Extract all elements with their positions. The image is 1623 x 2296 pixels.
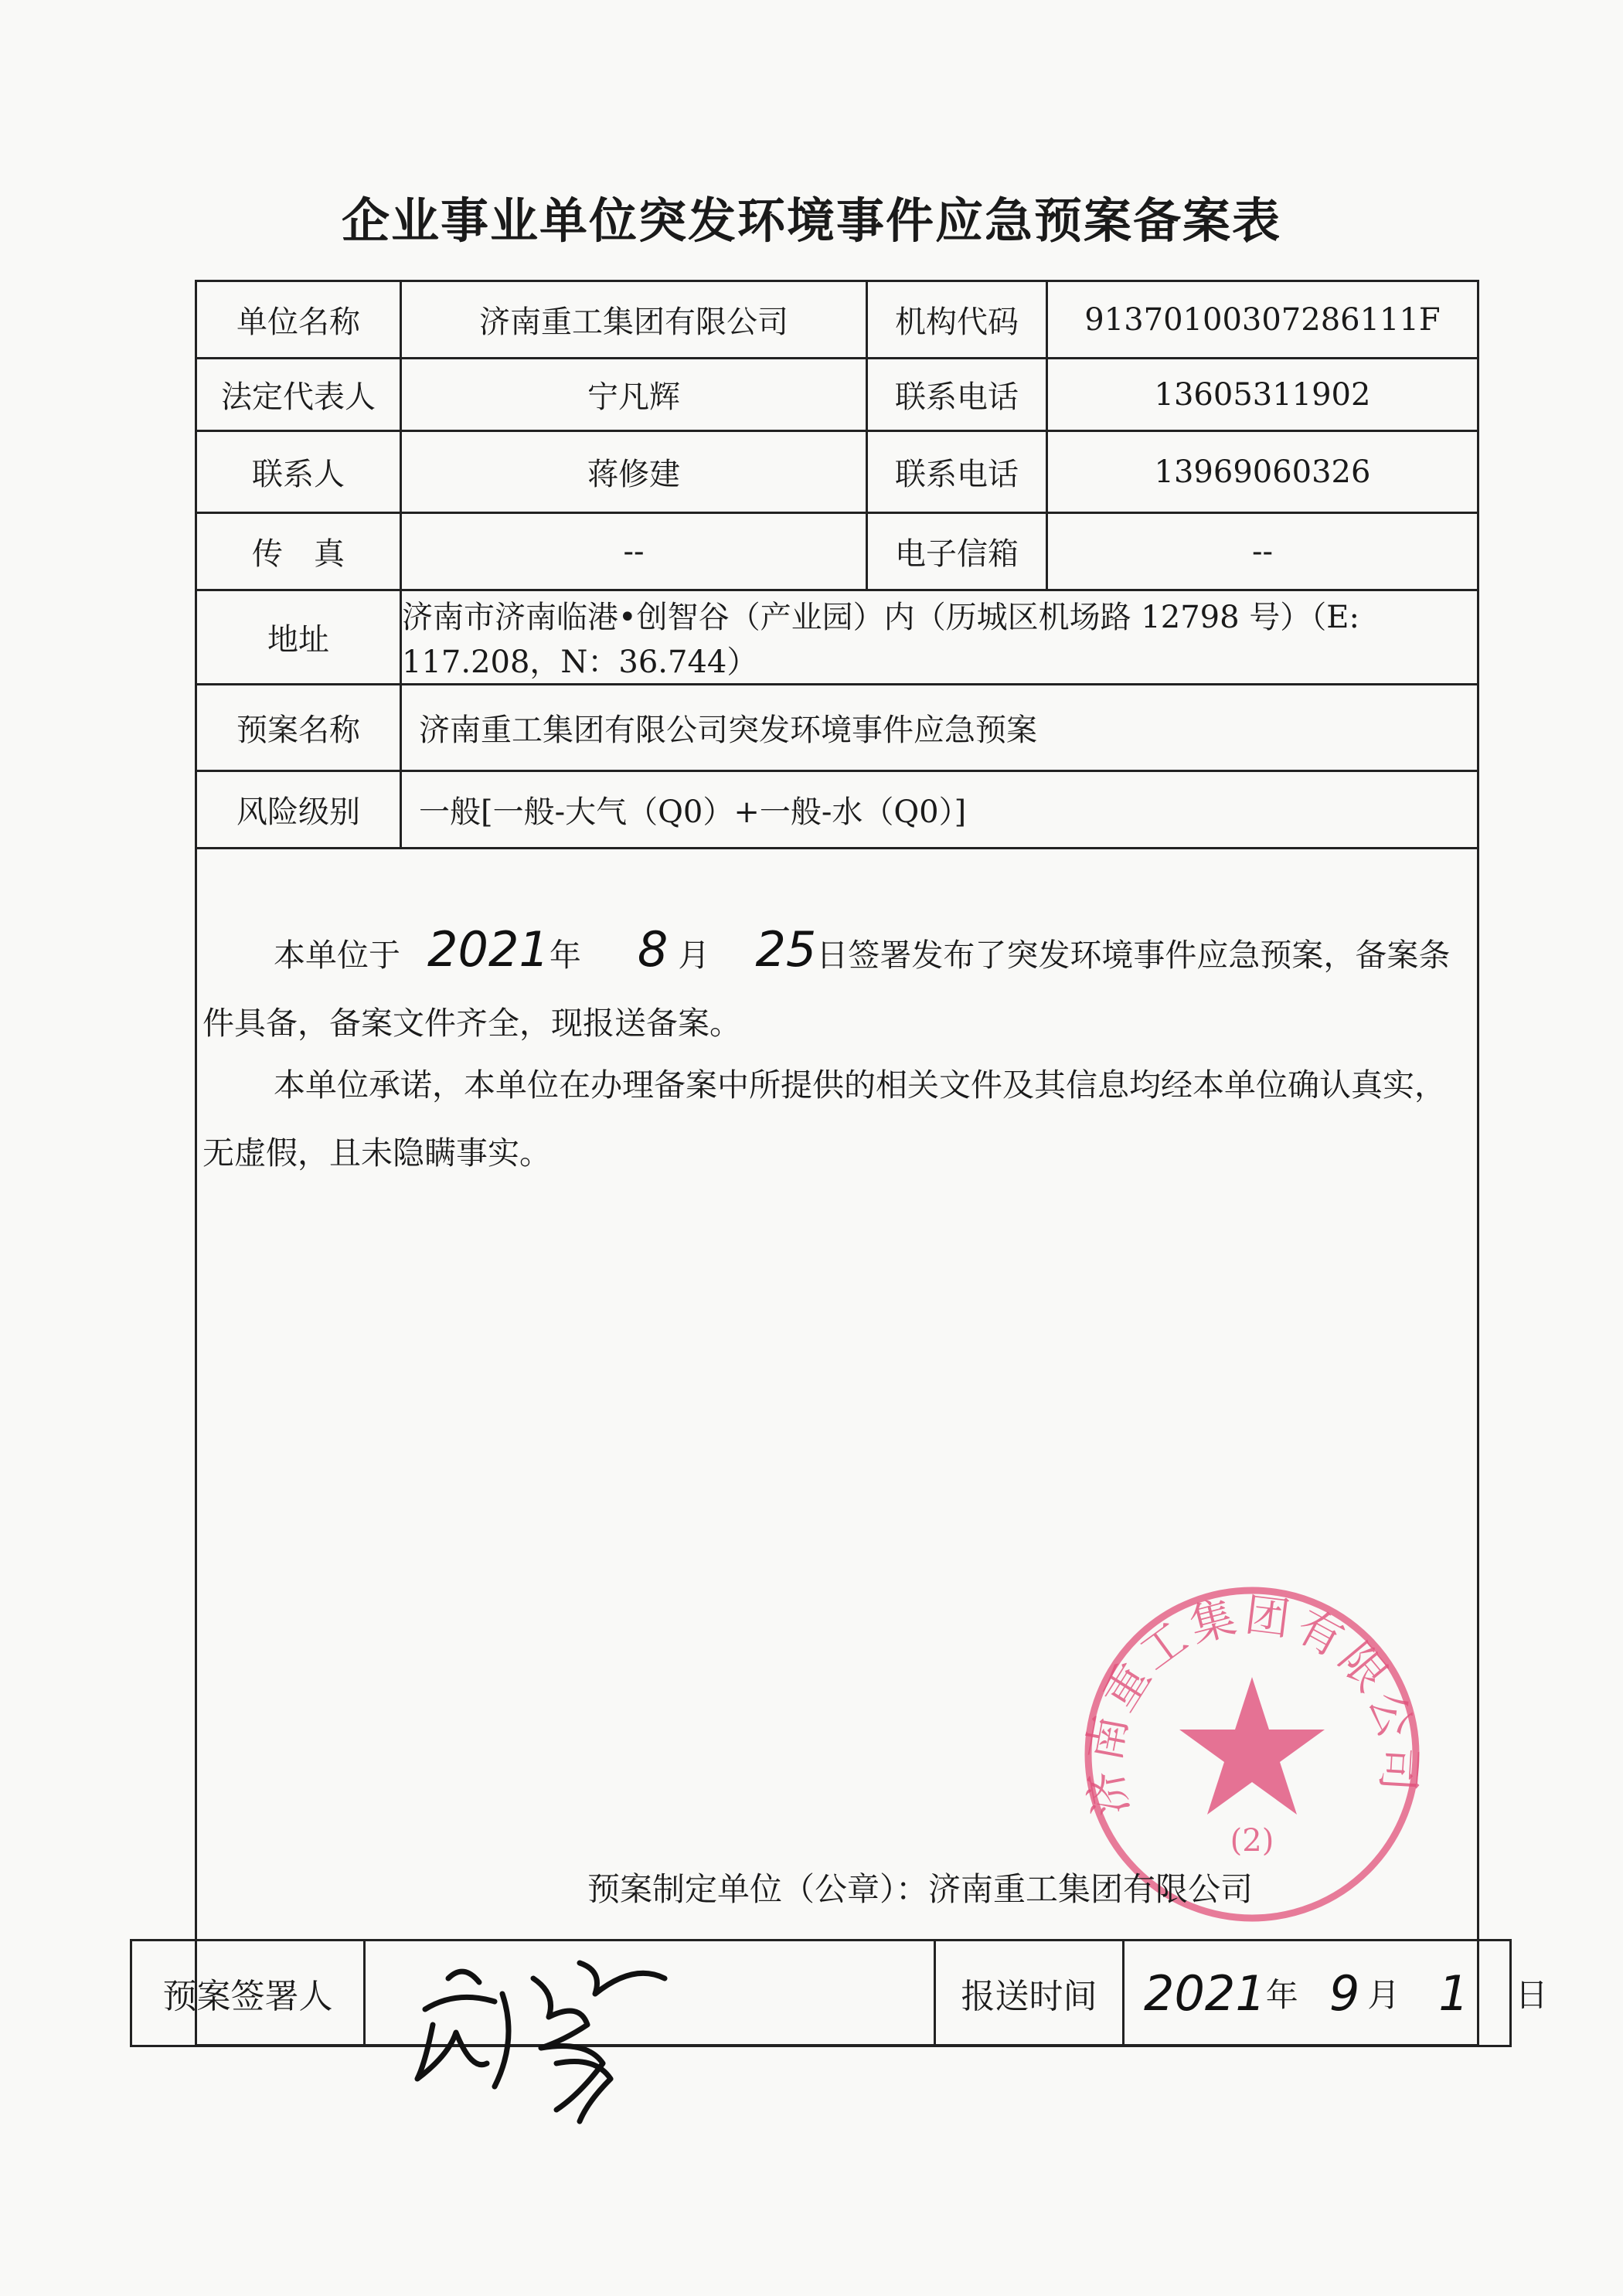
fax-label: 传 真 xyxy=(252,536,345,572)
legal-rep-label: 法定代表人 xyxy=(221,379,376,415)
statement-prefix: 本单位于 xyxy=(274,937,400,974)
signer-label: 预案签署人 xyxy=(162,1977,333,2016)
col-divider xyxy=(363,1939,366,2047)
legal-rep-value: 宁凡辉 xyxy=(587,379,680,415)
contact-label: 联系人 xyxy=(252,457,345,492)
row-divider xyxy=(195,847,1479,849)
risk-level-label: 风险级别 xyxy=(236,794,360,830)
address-value: 济南市济南临港•创智谷（产业园）内（历城区机场路 12798 号）（E: 117.208，N：36.744） xyxy=(402,600,1359,680)
fax-value: -- xyxy=(623,533,645,570)
submit-time-label: 报送时间 xyxy=(961,1977,1097,2016)
address-label: 地址 xyxy=(267,622,329,658)
submit-date xyxy=(1144,1941,1548,2045)
submit-year-unit: 年 xyxy=(1265,1976,1298,2014)
statement-paragraph-1 xyxy=(202,916,1470,1057)
handwritten-submit-month: 9 xyxy=(1329,1964,1360,2022)
page-title: 企业事业单位突发环境事件应急预案备案表 xyxy=(341,192,1281,249)
email-value: -- xyxy=(1251,533,1274,570)
org-code-label: 机构代码 xyxy=(895,304,1019,340)
plan-name-label: 预案名称 xyxy=(236,713,360,748)
plan-name-value: 济南重工集团有限公司突发环境事件应急预案 xyxy=(419,713,1037,748)
email-label: 电子信箱 xyxy=(895,536,1019,572)
handwritten-day: 25 xyxy=(755,921,817,978)
contact-value: 蒋修建 xyxy=(587,457,680,492)
phone-value-1: 13605311902 xyxy=(1154,376,1371,413)
month-unit: 月 xyxy=(678,937,710,974)
phone-value-2: 13969060326 xyxy=(1154,454,1371,490)
submit-month-unit: 月 xyxy=(1367,1976,1400,2014)
statement-suffix: 日签署发布了突发环境事件应急预案，备案条件具备，备案文件齐全，现报送备案。 xyxy=(202,937,1451,1042)
org-code-value: 91370100307286111F xyxy=(1084,301,1441,338)
statement-paragraph-2: 本单位承诺，本单位在办理备案中所提供的相关文件及其信息均经本单位确认真实，无虚假，且未隐瞒事实。 xyxy=(202,1066,1446,1172)
handwritten-month: 8 xyxy=(637,921,669,978)
submit-day-unit: 日 xyxy=(1515,1976,1548,2014)
handwritten-submit-year: 2021 xyxy=(1144,1964,1266,2022)
phone-label-1: 联系电话 xyxy=(895,379,1019,415)
risk-level-value: 一般[一般-大气（Q0）+一般-水（Q0）] xyxy=(419,794,967,830)
year-unit: 年 xyxy=(549,937,581,974)
handwritten-signature xyxy=(402,1947,696,2125)
svg-text:济南重工集团有限公司: 济南重工集团有限公司 xyxy=(1077,1588,1427,1821)
unit-name-label: 单位名称 xyxy=(236,304,360,340)
col-divider xyxy=(1122,1939,1125,2047)
phone-label-2: 联系电话 xyxy=(895,457,1019,492)
plan-maker-label: 预案制定单位（公章）： xyxy=(587,1870,929,1908)
plan-maker-value: 济南重工集团有限公司 xyxy=(928,1870,1254,1908)
handwritten-year: 2021 xyxy=(427,921,550,978)
plan-maker-line xyxy=(587,1864,1253,1910)
handwritten-submit-day: 1 xyxy=(1438,1964,1469,2022)
unit-name-value: 济南重工集团有限公司 xyxy=(479,304,788,340)
svg-text:(2): (2) xyxy=(1230,1823,1274,1859)
